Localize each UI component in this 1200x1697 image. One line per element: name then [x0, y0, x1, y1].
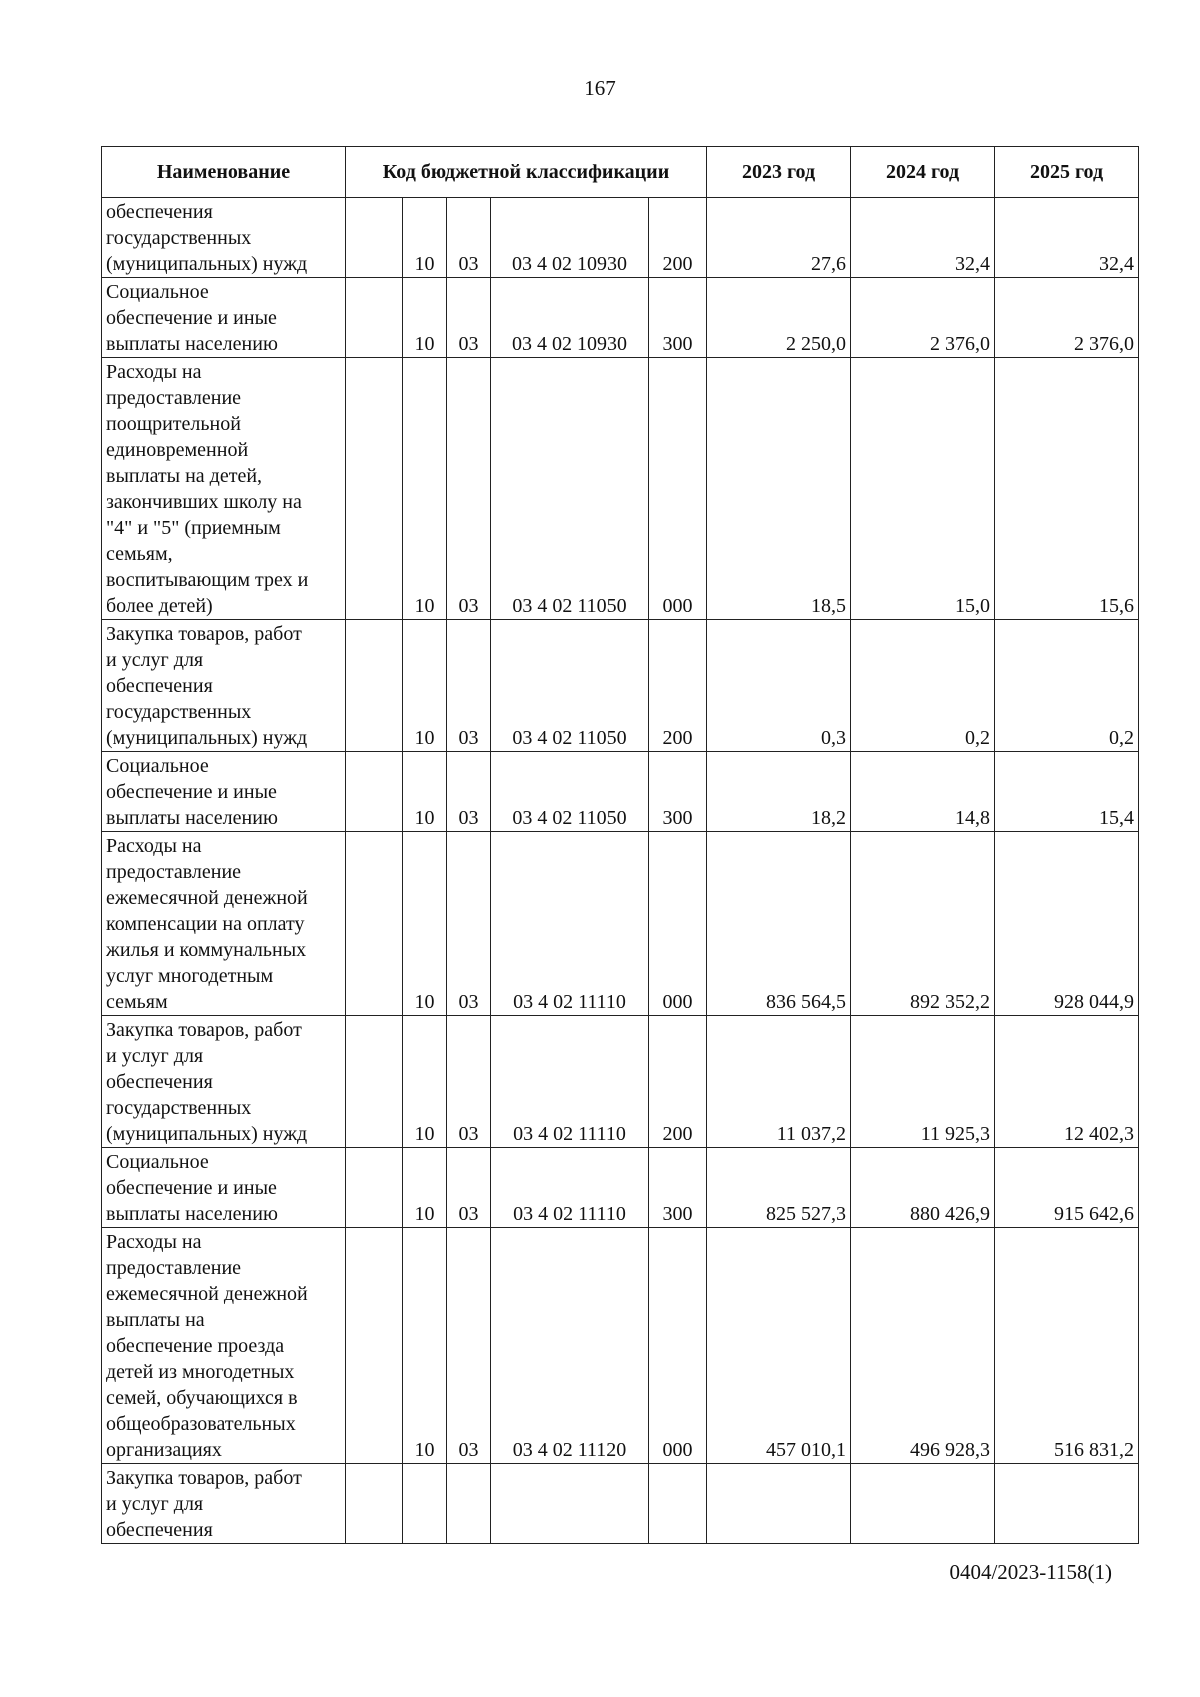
- target-code-cell: [491, 1464, 649, 1544]
- amount-2023-cell: 18,2: [707, 752, 851, 832]
- subsection-code-cell: 03: [447, 1016, 491, 1148]
- amount-2024-cell: 14,8: [851, 752, 995, 832]
- header-2023: 2023 год: [707, 147, 851, 198]
- subsection-code-cell: 03: [447, 358, 491, 620]
- code-empty-cell: [346, 620, 403, 752]
- name-cell: Закупка товаров, работ и услуг для обеспечения государственных (муниципальных) нужд: [102, 620, 346, 752]
- amount-2023-cell: 11 037,2: [707, 1016, 851, 1148]
- amount-2025-cell: 15,6: [995, 358, 1139, 620]
- amount-2024-cell: [851, 1464, 995, 1544]
- target-code-cell: 03 4 02 11050: [491, 620, 649, 752]
- subsection-code-cell: 03: [447, 198, 491, 278]
- code-empty-cell: [346, 1148, 403, 1228]
- code-empty-cell: [346, 198, 403, 278]
- section-code-cell: 10: [403, 620, 447, 752]
- target-code-cell: 03 4 02 11110: [491, 1148, 649, 1228]
- name-cell: Закупка товаров, работ и услуг для обеспечения государственных (муниципальных) нужд: [102, 1016, 346, 1148]
- target-code-cell: 03 4 02 11050: [491, 752, 649, 832]
- table-row: [102, 198, 1139, 278]
- header-2025: 2025 год: [995, 147, 1139, 198]
- subsection-code-cell: 03: [447, 752, 491, 832]
- header-code: Код бюджетной классификации: [346, 147, 707, 198]
- target-code-cell: 03 4 02 11120: [491, 1228, 649, 1464]
- table-row: [102, 1228, 1139, 1464]
- code-empty-cell: [346, 1228, 403, 1464]
- amount-2024-cell: 32,4: [851, 198, 995, 278]
- amount-2024-cell: 15,0: [851, 358, 995, 620]
- section-code-cell: 10: [403, 1016, 447, 1148]
- table-row: [102, 358, 1139, 620]
- code-empty-cell: [346, 832, 403, 1016]
- amount-2025-cell: 915 642,6: [995, 1148, 1139, 1228]
- name-cell: Социальное обеспечение и иные выплаты населению: [102, 1148, 346, 1228]
- subsection-code-cell: 03: [447, 1228, 491, 1464]
- amount-2023-cell: 457 010,1: [707, 1228, 851, 1464]
- subsection-code-cell: 03: [447, 832, 491, 1016]
- section-code-cell: 10: [403, 278, 447, 358]
- table-row: [102, 278, 1139, 358]
- header-2024: 2024 год: [851, 147, 995, 198]
- code-empty-cell: [346, 752, 403, 832]
- target-code-cell: 03 4 02 10930: [491, 278, 649, 358]
- section-code-cell: 10: [403, 832, 447, 1016]
- table-row: [102, 832, 1139, 1016]
- name-cell: обеспечения государственных (муниципальных) нужд: [102, 198, 346, 278]
- amount-2025-cell: [995, 1464, 1139, 1544]
- name-cell: Расходы на предоставление поощрительной единовременной выплаты на детей, закончивших школу на "4" и "5" (приемным семьям, воспитывающим трех и более детей): [102, 358, 346, 620]
- table-body: [102, 198, 1139, 1544]
- expense-type-cell: 000: [649, 832, 707, 1016]
- expense-type-cell: 000: [649, 1228, 707, 1464]
- header-name: Наименование: [102, 147, 346, 198]
- target-code-cell: 03 4 02 11050: [491, 358, 649, 620]
- table-row: [102, 620, 1139, 752]
- amount-2023-cell: 27,6: [707, 198, 851, 278]
- amount-2025-cell: 928 044,9: [995, 832, 1139, 1016]
- expense-type-cell: 200: [649, 1016, 707, 1148]
- expense-type-cell: 200: [649, 198, 707, 278]
- page-number: 167: [584, 76, 616, 100]
- amount-2023-cell: 0,3: [707, 620, 851, 752]
- section-code-cell: 10: [403, 1228, 447, 1464]
- amount-2024-cell: 2 376,0: [851, 278, 995, 358]
- subsection-code-cell: 03: [447, 278, 491, 358]
- section-code-cell: 10: [403, 752, 447, 832]
- expense-type-cell: 300: [649, 278, 707, 358]
- subsection-code-cell: [447, 1464, 491, 1544]
- target-code-cell: 03 4 02 10930: [491, 198, 649, 278]
- expense-type-cell: 000: [649, 358, 707, 620]
- table-row: [102, 1016, 1139, 1148]
- subsection-code-cell: 03: [447, 620, 491, 752]
- name-cell: Социальное обеспечение и иные выплаты населению: [102, 278, 346, 358]
- section-code-cell: 10: [403, 198, 447, 278]
- amount-2024-cell: 11 925,3: [851, 1016, 995, 1148]
- section-code-cell: 10: [403, 1148, 447, 1228]
- name-cell: Социальное обеспечение и иные выплаты населению: [102, 752, 346, 832]
- name-cell: Закупка товаров, работ и услуг для обеспечения: [102, 1464, 346, 1544]
- document-code: 0404/2023-1158(1): [949, 1560, 1112, 1584]
- amount-2025-cell: 15,4: [995, 752, 1139, 832]
- amount-2025-cell: 516 831,2: [995, 1228, 1139, 1464]
- subsection-code-cell: 03: [447, 1148, 491, 1228]
- code-empty-cell: [346, 1464, 403, 1544]
- expense-type-cell: 300: [649, 1148, 707, 1228]
- header-row: [102, 147, 1139, 198]
- amount-2023-cell: 825 527,3: [707, 1148, 851, 1228]
- amount-2025-cell: 0,2: [995, 620, 1139, 752]
- code-empty-cell: [346, 278, 403, 358]
- amount-2023-cell: 836 564,5: [707, 832, 851, 1016]
- amount-2023-cell: 18,5: [707, 358, 851, 620]
- expense-type-cell: 300: [649, 752, 707, 832]
- amount-2025-cell: 12 402,3: [995, 1016, 1139, 1148]
- amount-2024-cell: 496 928,3: [851, 1228, 995, 1464]
- section-code-cell: 10: [403, 358, 447, 620]
- target-code-cell: 03 4 02 11110: [491, 1016, 649, 1148]
- code-empty-cell: [346, 358, 403, 620]
- expense-type-cell: [649, 1464, 707, 1544]
- budget-table: [101, 146, 1139, 1544]
- amount-2025-cell: 32,4: [995, 198, 1139, 278]
- table-row: [102, 752, 1139, 832]
- code-empty-cell: [346, 1016, 403, 1148]
- name-cell: Расходы на предоставление ежемесячной денежной выплаты на обеспечение проезда детей из многодетных семей, обучающихся в общеобразовательных организациях: [102, 1228, 346, 1464]
- amount-2024-cell: 892 352,2: [851, 832, 995, 1016]
- amount-2024-cell: 0,2: [851, 620, 995, 752]
- expense-type-cell: 200: [649, 620, 707, 752]
- amount-2024-cell: 880 426,9: [851, 1148, 995, 1228]
- table-row: [102, 1464, 1139, 1544]
- amount-2023-cell: 2 250,0: [707, 278, 851, 358]
- name-cell: Расходы на предоставление ежемесячной денежной компенсации на оплату жилья и коммунальных услуг многодетным семьям: [102, 832, 346, 1016]
- amount-2023-cell: [707, 1464, 851, 1544]
- target-code-cell: 03 4 02 11110: [491, 832, 649, 1016]
- section-code-cell: [403, 1464, 447, 1544]
- table-row: [102, 1148, 1139, 1228]
- amount-2025-cell: 2 376,0: [995, 278, 1139, 358]
